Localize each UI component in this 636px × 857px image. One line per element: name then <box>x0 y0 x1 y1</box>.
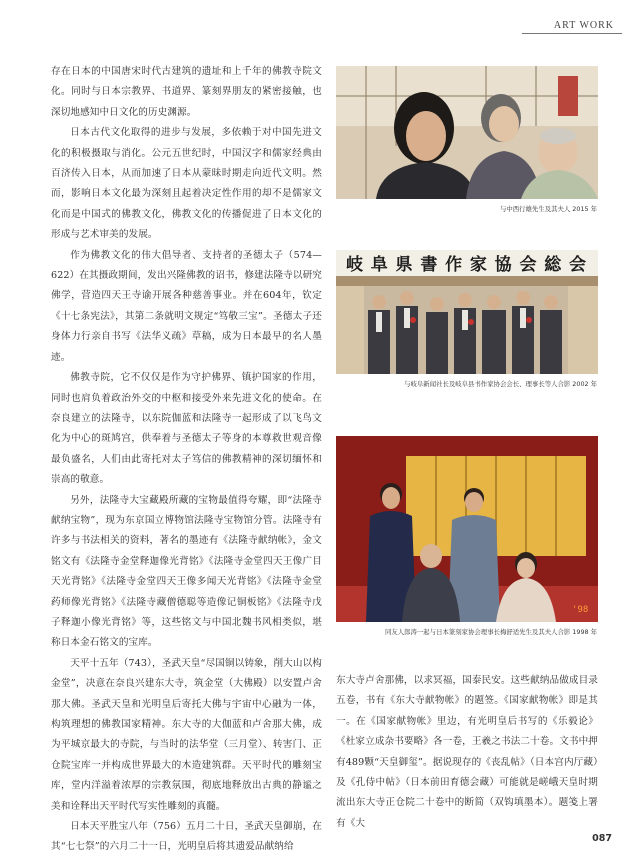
photo-3-caption: 同友人郎涛一起与日本篆刻家协会理事长梅舒适先生及其夫人合影 1998 年 <box>384 628 597 636</box>
paragraph-5: 另外，法隆寺大宝藏殿所藏的宝物最值得夸耀，即“法隆寺献纳宝物”，现为东京国立博物馆法隆寺宝物馆分管。法隆寺有许多与书法相关的资料，著名的墨迹有《法隆寺献纳帐》，金文铭文有《法隆寺金堂释迦像光背铭》《法隆寺金堂四天王像广目天光背铭》《法隆寺金堂四天王像多闻天光背铭》《法隆寺金堂药师像光背铭》《法隆寺藏僧德聪等造像记铜板铭》《法隆寺戊子释迦小像光背铭》等，这些铭文与中国北魏书风相类似，堪称日本金石铭文的宝库。 <box>51 494 322 649</box>
paragraph-3: 作为佛教文化的伟大倡导者、支持者的圣德太子（574—622）在其摄政期间，发出兴隆佛教的诏书，修建法隆寺以研究佛学，营造四天王寺谕开展各种慈善事业。并在604年，钦定《十七条宪法》，其第二条就明文规定“笃敬三宝”。圣德太子还身体力行亲自书写《法华义疏》草稿，成为日本最早的名人墨迹。 <box>51 249 322 363</box>
photo-1-caption: 与中西行雄先生及其夫人 2015 年 <box>499 205 597 213</box>
article-body-right: 东大寺卢舍那佛，以求冥福，国泰民安。这些献纳品做成目录五卷，书有《东大寺献物帐》的题签。《国家献物帐》即是其一。在《国家献物帐》里边，有光明皇后书写的《乐毅论》《杜家立成杂书要略》各一卷，王羲之书法二十卷。文书中押有489颗“天皇御玺”。据说现存的《丧乱帖》（日本宫内厅藏）及《孔侍中帖》（日本前田育德会藏）可能就是嵯峨天皇时期流出东大寺正仓院二十卷中的断简（双钩填墨本）。题笺上署有《大 <box>336 675 598 829</box>
page-number: 087 <box>592 833 612 844</box>
paragraph-1: 存在日本的中国唐宋时代古建筑的遗址和上千年的佛教寺院文化。同时与日本宗教界、书道界、篆刻界朋友的紧密接触，也深切地感知中日文化的历史渊源。 <box>51 66 322 118</box>
photo-gifu-association <box>336 250 598 374</box>
photo-mei-shushi <box>336 436 598 622</box>
paragraph-2: 日本古代文化取得的进步与发展，多依赖于对中国先进文化的积极摄取与消化。公元五世纪时，中国汉字和儒家经典由百济传入日本，从而加速了日本从蒙昧时期走向近代文明。然而，影响日本文化最为深刻且起着决定性作用的却不是儒家文化而是中国式的佛教文化，佛教文化的传播促进了日本文化的形成与艺术审美的发展。 <box>51 127 322 241</box>
header-divider <box>522 33 622 34</box>
photo-date-stamp: '98 <box>572 605 589 615</box>
paragraph-6: 天平十五年（743），圣武天皇“尽国铜以铸象，削大山以构金堂”，决意在奈良兴建东大寺，筑金堂（大佛殿）以安置卢舍那大佛。圣武天皇和光明皇后寄托大佛与宇宙中心融为一体，构筑理想的佛教国家精神。东大寺的大伽蓝和卢舍那大佛，成为平城京最大的寺院，与当时的法华堂（三月堂）、转害门、正仓院宝库一并构成世界最大的木造建筑群。天平时代的雕刻宝库，堂内洋溢着浓厚的宗教氛围，彻底地释放出古典的静谧之美和诠释出天平时代写实性雕刻的真髓。 <box>51 657 322 812</box>
paragraph-4: 佛教寺院，它不仅仅是作为守护佛界、镇护国家的作用，同时也肩负着政治外交的中枢和接受外来先进文化的使命。在奈良建立的法隆寺，以东院伽蓝和法隆寺一起形成了以飞鸟文化为中心的斑鸠宫，供奉着与圣德太子等身的本尊救世观音像最负盛名，人们由此寄托对太子笃信的佛教精神的深切缅怀和崇高的敬意。 <box>51 372 322 486</box>
banner-text: 岐阜県書作家協会総会 <box>346 255 586 275</box>
section-label: ART WORK <box>553 20 614 31</box>
photo-nakanishi <box>336 66 598 199</box>
article-body-left <box>51 62 322 857</box>
photo-2-caption: 与岐阜新闻社长及岐阜县书作家协会会长、理事长等人合影 2002 年 <box>404 380 597 388</box>
paragraph-7: 日本天平胜宝八年（756）五月二十日，圣武天皇御崩，在其“七七祭”的六月二十一日，光明皇后将其遗爱品献纳给 <box>51 821 322 853</box>
